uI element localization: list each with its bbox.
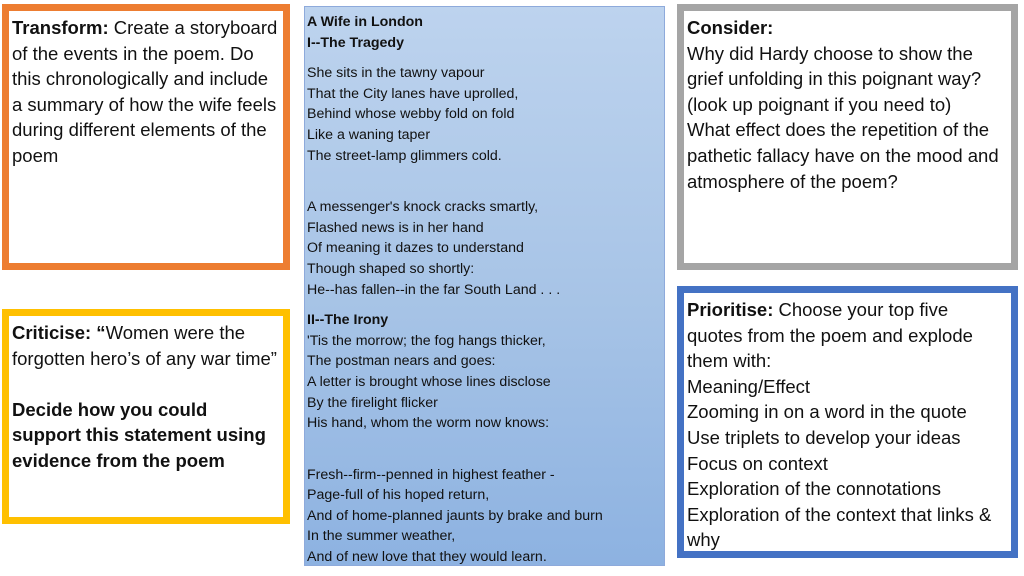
stanza-4 [307, 465, 664, 568]
poem-line: 'Tis the morrow; the fog hangs thicker, [307, 332, 546, 349]
consider-question-1: Why did Hardy choose to show the grief unfolding in this poignant way? (look up poignant if you need to) [687, 42, 982, 115]
prioritise-item: Meaning/Effect [687, 375, 811, 397]
poem-line: And of new love that they would learn. [307, 549, 547, 566]
poem-line: That the City lanes have uprolled, [307, 85, 519, 102]
prioritise-item: Exploration of the connotations [687, 478, 942, 500]
poem-line: The street-lamp glimmers cold. [307, 147, 502, 164]
poem-line: A messenger's knock cracks smartly, [307, 199, 539, 216]
consider-box [677, 4, 1018, 270]
part2-heading: II--The Irony [307, 312, 389, 329]
criticise-label: Criticise: “ [12, 322, 106, 343]
prioritise-item: Exploration of the context that links & why [687, 503, 992, 551]
poem-line: In the summer weather, [307, 528, 456, 545]
stanza-2 [307, 197, 664, 300]
poem-line: Page-full of his hoped return, [307, 487, 490, 504]
consider-question-2: What effect does the repetition of the pathetic fallacy have on the mood and atmosphere of the poem? [687, 119, 999, 192]
criticise-text [9, 316, 283, 474]
poem-line: Fresh--firm--penned in highest feather - [307, 466, 555, 483]
prioritise-box [677, 286, 1018, 558]
criticise-statement [12, 320, 280, 371]
poem-line: Like a waning taper [307, 126, 431, 143]
prioritise-item: Use triplets to develop your ideas [687, 426, 961, 448]
poem-line: He--has fallen--in the far South Land . . . [307, 281, 561, 298]
poem-line: His hand, whom the worm now knows: [307, 415, 550, 432]
prioritise-label: Prioritise: [687, 299, 774, 320]
poem-line: And of home-planned jaunts by brake and burn [307, 507, 603, 524]
part1-heading: I--The Tragedy [307, 34, 404, 51]
poem-line: She sits in the tawny vapour [307, 65, 485, 82]
transform-label: Transform: [12, 17, 109, 38]
transform-box [2, 4, 290, 270]
poem-line: Of meaning it dazes to understand [307, 240, 524, 257]
poem-line: Flashed news is in her hand [307, 219, 484, 236]
consider-text [684, 11, 1011, 194]
criticise-box [2, 309, 290, 524]
poem-line: The postman nears and goes: [307, 353, 496, 370]
transform-instruction: Create a storyboard of the events in the poem. Do this chronologically and include a summary of how the wife feels during different elements of the poem [12, 17, 278, 166]
transform-text [9, 11, 283, 169]
stanza-3 [307, 331, 664, 434]
poem-title: A Wife in London [307, 14, 423, 30]
criticise-quote: Women were the forgotten hero’s of any war time” [12, 322, 277, 369]
stanza-1 [307, 63, 664, 166]
criticise-task: Decide how you could support this statement using evidence from the poem [12, 398, 266, 471]
poem-line: By the firelight flicker [307, 394, 438, 411]
poem-line: A letter is brought whose lines disclose [307, 373, 551, 390]
consider-label: Consider: [687, 17, 774, 38]
prioritise-text [684, 293, 1011, 553]
poem-line: Though shaped so shortly: [307, 260, 475, 277]
poem-panel [304, 6, 665, 566]
prioritise-item: Focus on context [687, 452, 828, 474]
prioritise-instruction: Prioritise: Choose your top five quotes from the poem and explode them with: [687, 299, 973, 372]
poem-line: Behind whose webby fold on fold [307, 106, 515, 123]
prioritise-item: Zooming in on a word in the quote [687, 401, 967, 423]
